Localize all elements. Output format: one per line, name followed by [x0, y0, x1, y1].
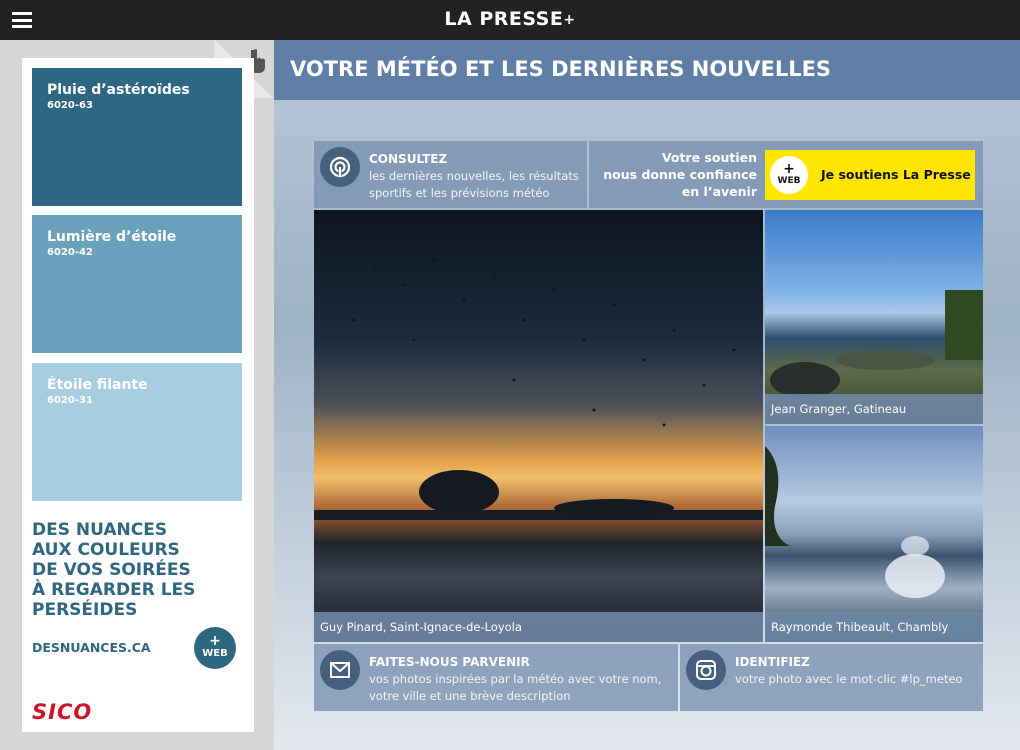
web-label: WEB [202, 648, 228, 659]
identifiez-card[interactable] [680, 644, 983, 711]
faites-title: FAITES-NOUS PARVENIR [369, 655, 530, 669]
brand-name: LA PRESSE [444, 8, 564, 30]
instagram-icon [686, 650, 726, 690]
swatch-code: 6020-31 [47, 395, 93, 406]
swatch-pluie-asteroides [32, 68, 242, 206]
faites-card[interactable] [314, 644, 678, 711]
support-text [603, 149, 757, 200]
consultez-line: sportifs et les prévisions météo [369, 186, 550, 200]
photo-gatineau[interactable] [765, 210, 983, 424]
ad-headline-line: PERSÉIDES [32, 600, 138, 620]
identifiez-text [735, 671, 963, 688]
consultez-text [369, 168, 579, 202]
weather-section [274, 40, 1020, 750]
plus-icon: + [209, 633, 221, 649]
support-button-label: Je soutiens La Presse [821, 167, 971, 182]
plus-icon: + [783, 161, 795, 177]
sunset-birds-image [314, 210, 763, 642]
lake-sparkle-image [765, 426, 983, 642]
swatch-etoile-filante [32, 363, 242, 501]
faites-text [369, 671, 661, 705]
photo-caption: Guy Pinard, Saint-Ignace-de-Loyola [314, 612, 763, 642]
ad-web-button[interactable] [194, 627, 236, 669]
photo-sunset[interactable] [314, 210, 763, 642]
ad-headline-line: DES NUANCES [32, 520, 168, 540]
consultez-card[interactable] [314, 141, 587, 208]
photo-chambly[interactable] [765, 426, 983, 642]
sico-advertisement[interactable] [22, 58, 254, 732]
swatch-lumiere-etoile [32, 215, 242, 353]
consultez-line: les dernières nouvelles, les résultats [369, 169, 579, 183]
swatch-code: 6020-42 [47, 247, 93, 258]
web-badge [770, 156, 808, 194]
consultez-title: CONSULTEZ [369, 152, 448, 166]
brand-plus: + [563, 12, 576, 28]
swatch-name: Étoile filante [47, 377, 148, 393]
ad-headline [32, 520, 247, 620]
ad-url-link[interactable]: DESNUANCES.CA [32, 640, 151, 655]
identifiez-line: votre photo avec le mot-clic #lp_meteo [735, 672, 963, 686]
swatch-name: Lumière d’étoile [47, 229, 177, 245]
support-line: en l’avenir [681, 184, 757, 199]
section-header [274, 40, 1020, 100]
web-label: WEB [777, 176, 801, 186]
brand-logo[interactable] [0, 8, 1020, 30]
faites-line: vos photos inspirées par la météo avec votre nom, [369, 672, 662, 686]
ad-headline-line: DE VOS SOIRÉES [32, 560, 191, 580]
page-title: VOTRE MÉTÉO ET LES DERNIÈRES NOUVELLES [290, 57, 832, 81]
sico-logo: SICO [32, 700, 93, 724]
mail-icon [320, 650, 360, 690]
ad-headline-line: AUX COULEURS [32, 540, 180, 560]
swatch-name: Pluie d’astéroïdes [47, 82, 190, 98]
faites-line: votre ville et une brève description [369, 689, 571, 703]
support-line: nous donne confiance [603, 167, 757, 182]
identifiez-title: IDENTIFIEZ [735, 655, 810, 669]
podcast-icon [320, 147, 360, 187]
photo-caption: Raymonde Thibeault, Chambly [765, 612, 983, 642]
swatch-code: 6020-63 [47, 100, 93, 111]
support-button[interactable] [765, 150, 975, 200]
ad-headline-line: À REGARDER LES [32, 580, 196, 600]
photo-caption: Jean Granger, Gatineau [765, 394, 983, 424]
support-line: Votre soutien [661, 150, 757, 165]
top-bar [0, 0, 1020, 40]
river-rocks-image [765, 210, 983, 424]
